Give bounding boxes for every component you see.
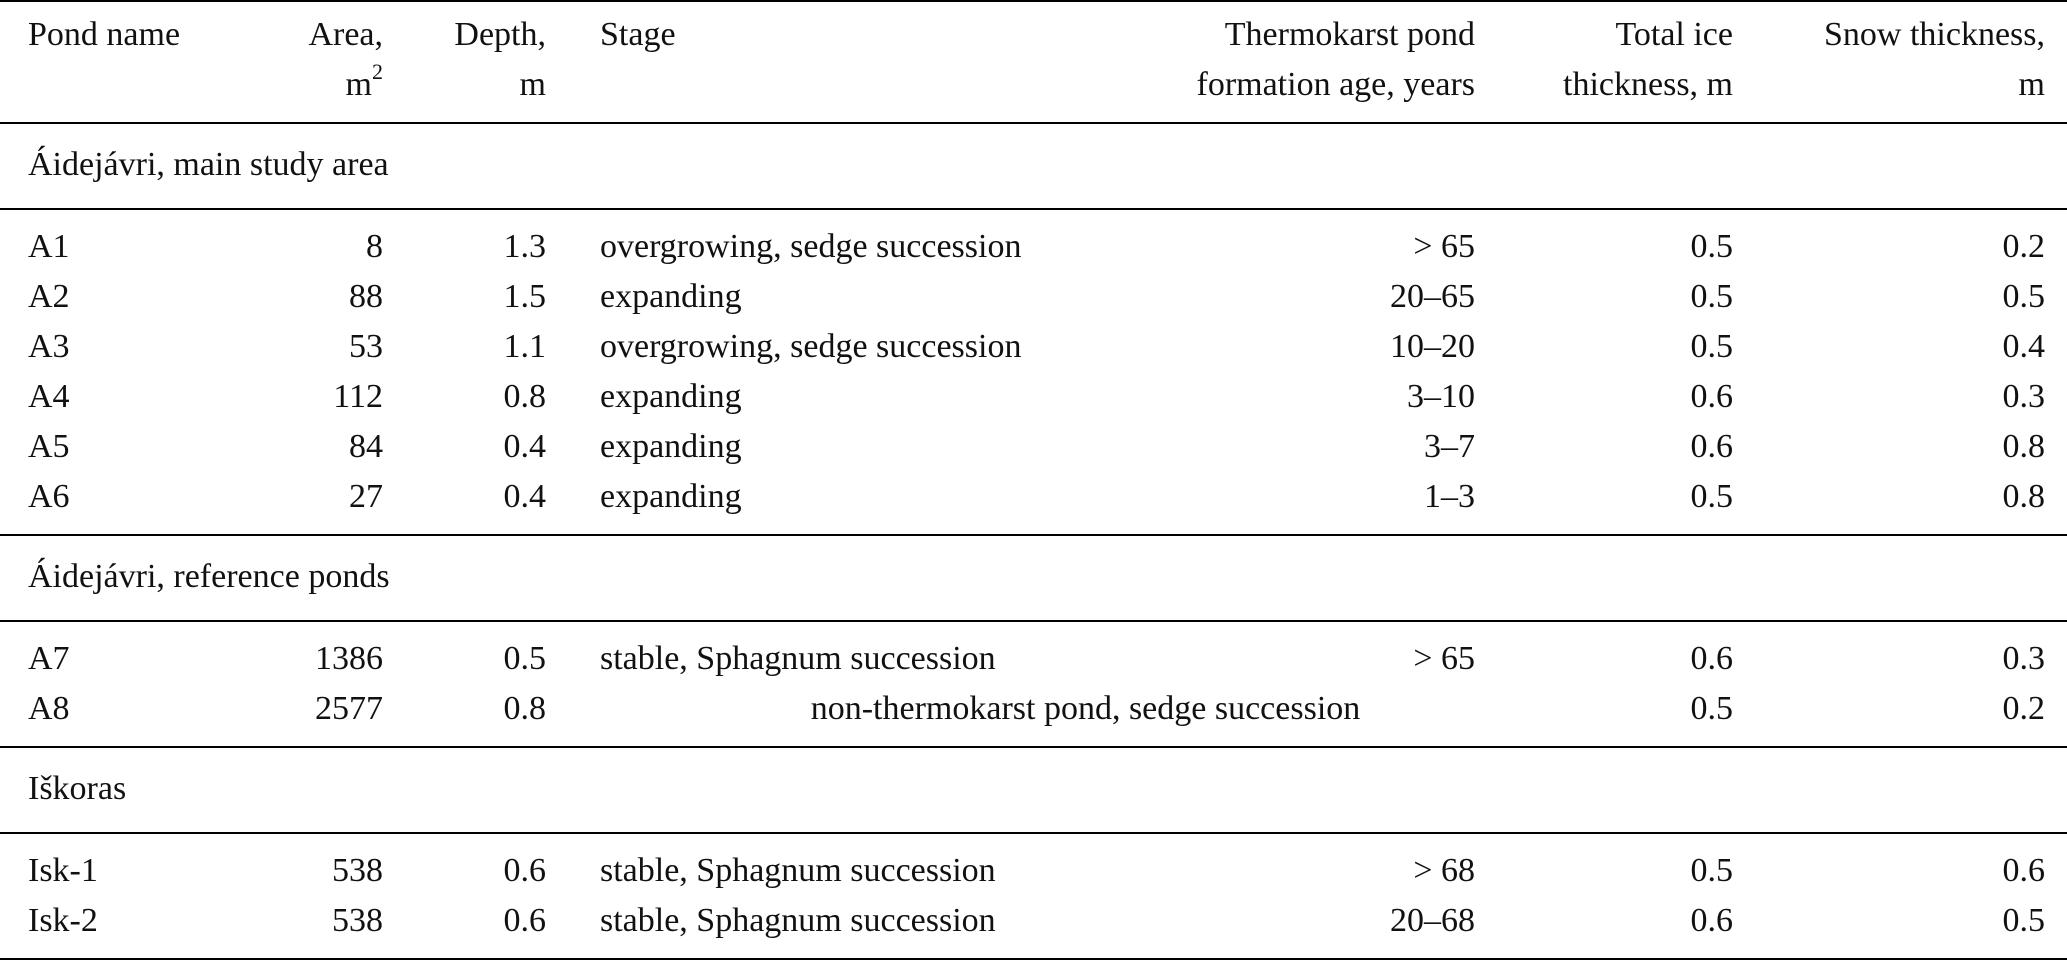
cell-stage: expanding bbox=[600, 428, 742, 465]
table-row bbox=[0, 472, 2067, 535]
table-row bbox=[0, 272, 2067, 322]
cell-depth: 0.4 bbox=[383, 472, 546, 535]
section-title-row bbox=[0, 747, 2067, 833]
table-row bbox=[0, 833, 2067, 896]
cell-age: 20–68 bbox=[1132, 896, 1475, 959]
cell-age: 10–20 bbox=[1390, 328, 1475, 365]
cell-area: 1386 bbox=[315, 640, 383, 677]
cell-pond-name: Isk-1 bbox=[28, 852, 98, 889]
table-row bbox=[0, 684, 2067, 747]
cell-age: 20–65 bbox=[1390, 278, 1475, 315]
cell-age: 3–7 bbox=[1424, 428, 1475, 465]
cell-snow: 0.5 bbox=[1733, 896, 2067, 959]
cell-stage: stable, Sphagnum succession bbox=[600, 852, 996, 889]
cell-pond-name: Isk-2 bbox=[0, 896, 258, 959]
header-ice bbox=[1475, 1, 1733, 123]
header-ice-line2: thickness, m bbox=[1563, 66, 1733, 103]
cell-age: > 65 bbox=[1413, 640, 1475, 677]
cell-snow: 0.2 bbox=[2002, 228, 2045, 265]
cell-area: 538 bbox=[332, 852, 383, 889]
header-age-line1: Thermokarst pond bbox=[1224, 16, 1475, 53]
cell-stage: overgrowing, sedge succession bbox=[600, 328, 1022, 365]
section-iskoras-rows bbox=[0, 833, 2067, 959]
cell-depth: 0.5 bbox=[503, 640, 546, 677]
header-pond-name-text: Pond name bbox=[28, 16, 181, 53]
cell-pond-name: A7 bbox=[28, 640, 70, 677]
cell-ice: 0.6 bbox=[1690, 640, 1733, 677]
section-main-study-area-rows bbox=[0, 209, 2067, 535]
cell-pond-name: A8 bbox=[0, 684, 258, 747]
cell-ice: 0.6 bbox=[1475, 896, 1733, 959]
cell-ice: 0.5 bbox=[1690, 328, 1733, 365]
cell-ice: 0.5 bbox=[1475, 684, 1733, 747]
cell-snow: 0.3 bbox=[2002, 640, 2045, 677]
header-area-line2: m bbox=[345, 66, 372, 103]
table-row bbox=[0, 372, 2067, 422]
header-stage bbox=[546, 1, 1132, 123]
header-area bbox=[258, 1, 383, 123]
cell-pond-name: A2 bbox=[28, 278, 70, 315]
cell-stage: expanding bbox=[600, 278, 742, 315]
cell-ice: 0.6 bbox=[1690, 428, 1733, 465]
header-ice-line1: Total ice bbox=[1615, 16, 1733, 53]
section-title-row bbox=[0, 123, 2067, 209]
table-row bbox=[0, 422, 2067, 472]
cell-age: > 68 bbox=[1413, 852, 1475, 889]
cell-ice: 0.5 bbox=[1690, 852, 1733, 889]
cell-ice: 0.6 bbox=[1690, 378, 1733, 415]
cell-snow: 0.3 bbox=[2002, 378, 2045, 415]
cell-depth: 0.8 bbox=[383, 684, 546, 747]
cell-area: 53 bbox=[349, 328, 383, 365]
cell-depth: 0.8 bbox=[503, 378, 546, 415]
cell-area: 27 bbox=[258, 472, 383, 535]
cell-ice: 0.5 bbox=[1690, 228, 1733, 265]
section-title-row bbox=[0, 535, 2067, 621]
header-age-line2: formation age, years bbox=[1196, 66, 1475, 103]
header-depth bbox=[383, 1, 546, 123]
cell-depth: 1.1 bbox=[503, 328, 546, 365]
section-main-study-area bbox=[0, 123, 2067, 209]
cell-ice: 0.5 bbox=[1690, 278, 1733, 315]
cell-snow: 0.4 bbox=[2002, 328, 2045, 365]
header-depth-line2: m bbox=[519, 66, 546, 103]
cell-depth: 0.6 bbox=[503, 852, 546, 889]
header-stage-text: Stage bbox=[600, 16, 676, 53]
header-snow-line2: m bbox=[2018, 66, 2045, 103]
cell-snow: 0.8 bbox=[1733, 472, 2067, 535]
table-header bbox=[0, 1, 2067, 123]
table-row bbox=[0, 209, 2067, 272]
cell-stage-merged: non-thermokarst pond, sedge succession bbox=[546, 684, 1475, 747]
cell-snow: 0.2 bbox=[1733, 684, 2067, 747]
cell-depth: 0.6 bbox=[383, 896, 546, 959]
section-title: Áidejávri, main study area bbox=[0, 123, 2067, 209]
cell-stage: expanding bbox=[546, 472, 1132, 535]
section-title: Áidejávri, reference ponds bbox=[0, 535, 2067, 621]
cell-age: 3–10 bbox=[1407, 378, 1475, 415]
cell-stage: stable, Sphagnum succession bbox=[546, 896, 1132, 959]
cell-area: 84 bbox=[349, 428, 383, 465]
section-title: Iškoras bbox=[0, 747, 2067, 833]
header-snow-line1: Snow thickness, bbox=[1824, 16, 2045, 53]
cell-depth: 1.3 bbox=[503, 228, 546, 265]
header-depth-line1: Depth, bbox=[454, 16, 546, 53]
cell-area: 112 bbox=[333, 378, 383, 415]
cell-pond-name: A4 bbox=[28, 378, 70, 415]
table-row bbox=[0, 621, 2067, 684]
cell-age: > 65 bbox=[1413, 228, 1475, 265]
section-reference-ponds bbox=[0, 535, 2067, 621]
cell-area: 88 bbox=[349, 278, 383, 315]
cell-pond-name: A1 bbox=[28, 228, 70, 265]
cell-pond-name: A3 bbox=[28, 328, 70, 365]
header-snow bbox=[1733, 1, 2067, 123]
cell-snow: 0.5 bbox=[2002, 278, 2045, 315]
cell-snow: 0.8 bbox=[2002, 428, 2045, 465]
cell-pond-name: A6 bbox=[0, 472, 258, 535]
cell-stage: stable, Sphagnum succession bbox=[600, 640, 996, 677]
cell-depth: 1.5 bbox=[503, 278, 546, 315]
cell-stage: expanding bbox=[600, 378, 742, 415]
header-row bbox=[0, 1, 2067, 123]
table-row bbox=[0, 322, 2067, 372]
section-iskoras bbox=[0, 747, 2067, 833]
section-reference-ponds-rows bbox=[0, 621, 2067, 747]
header-area-superscript: 2 bbox=[372, 58, 383, 84]
cell-area: 8 bbox=[366, 228, 383, 265]
header-age bbox=[1132, 1, 1475, 123]
cell-stage: overgrowing, sedge succession bbox=[600, 228, 1022, 265]
cell-ice: 0.5 bbox=[1475, 472, 1733, 535]
cell-age: 1–3 bbox=[1132, 472, 1475, 535]
header-area-line1: Area, bbox=[308, 16, 383, 53]
cell-pond-name: A5 bbox=[28, 428, 70, 465]
cell-area: 538 bbox=[258, 896, 383, 959]
cell-snow: 0.6 bbox=[2002, 852, 2045, 889]
cell-depth: 0.4 bbox=[503, 428, 546, 465]
cell-area: 2577 bbox=[258, 684, 383, 747]
header-pond-name bbox=[0, 1, 258, 123]
